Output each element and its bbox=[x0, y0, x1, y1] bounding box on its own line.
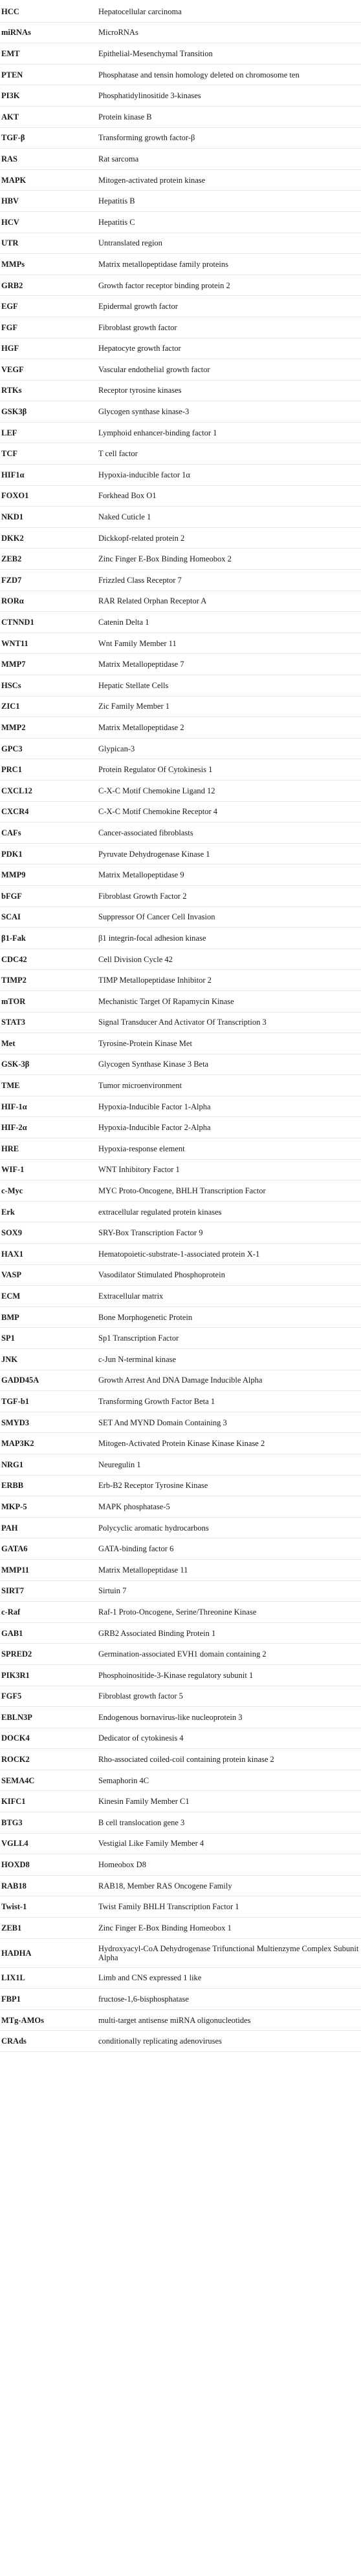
abbreviation-cell: MMP11 bbox=[0, 1559, 97, 1580]
definition-cell: Mechanistic Target Of Rapamycin Kinase bbox=[97, 990, 361, 1012]
abbreviation-cell: EGF bbox=[0, 296, 97, 317]
abbreviation-cell: ERBB bbox=[0, 1475, 97, 1496]
definition-cell: C-X-C Motif Chemokine Receptor 4 bbox=[97, 801, 361, 822]
table-row bbox=[0, 465, 361, 486]
table-row bbox=[0, 1538, 361, 1560]
table-row bbox=[0, 106, 361, 127]
definition-cell: Vestigial Like Family Member 4 bbox=[97, 1833, 361, 1854]
table-row bbox=[0, 1412, 361, 1433]
table-row bbox=[0, 233, 361, 254]
definition-cell: GATA-binding factor 6 bbox=[97, 1538, 361, 1560]
abbreviation-cell: FZD7 bbox=[0, 570, 97, 591]
abbreviation-cell: PDK1 bbox=[0, 843, 97, 864]
table-row bbox=[0, 443, 361, 465]
abbreviation-cell: CXCR4 bbox=[0, 801, 97, 822]
definition-cell: T cell factor bbox=[97, 443, 361, 465]
definition-cell: Bone Morphogenetic Protein bbox=[97, 1306, 361, 1328]
table-row bbox=[0, 127, 361, 149]
table-row bbox=[0, 296, 361, 317]
definition-cell: β1 integrin-focal adhesion kinase bbox=[97, 928, 361, 949]
table-row bbox=[0, 1707, 361, 1728]
table-row bbox=[0, 970, 361, 991]
definition-cell: extracellular regulated protein kinases bbox=[97, 1201, 361, 1222]
definition-cell: Homeobox D8 bbox=[97, 1854, 361, 1876]
definition-cell: B cell translocation gene 3 bbox=[97, 1812, 361, 1834]
table-row bbox=[0, 43, 361, 65]
table-row bbox=[0, 1391, 361, 1412]
definition-cell: Raf-1 Proto-Oncogene, Serine/Threonine Kinase bbox=[97, 1602, 361, 1623]
abbreviation-cell: ZEB1 bbox=[0, 1918, 97, 1939]
abbreviation-cell: SOX9 bbox=[0, 1222, 97, 1244]
table-row bbox=[0, 1875, 361, 1896]
definition-cell: Fibroblast growth factor bbox=[97, 317, 361, 338]
table-row bbox=[0, 1496, 361, 1518]
abbreviation-table bbox=[0, 1, 361, 2052]
table-row bbox=[0, 738, 361, 759]
abbreviation-cell: MMP2 bbox=[0, 717, 97, 738]
abbreviation-cell: AKT bbox=[0, 106, 97, 127]
definition-cell: TIMP Metallopeptidase Inhibitor 2 bbox=[97, 970, 361, 991]
definition-cell: fructose-1,6-bisphosphatase bbox=[97, 1989, 361, 2010]
definition-cell: GRB2 Associated Binding Protein 1 bbox=[97, 1622, 361, 1644]
definition-cell: MicroRNAs bbox=[97, 22, 361, 43]
table-row bbox=[0, 1075, 361, 1096]
table-row bbox=[0, 422, 361, 443]
definition-cell: Matrix Metallopeptidase 9 bbox=[97, 864, 361, 886]
table-row bbox=[0, 801, 361, 822]
abbreviation-cell: GAB1 bbox=[0, 1622, 97, 1644]
table-row bbox=[0, 822, 361, 844]
table-row bbox=[0, 1264, 361, 1286]
definition-cell: Dickkopf-related protein 2 bbox=[97, 527, 361, 549]
abbreviation-cell: TGF-β bbox=[0, 127, 97, 149]
table-row bbox=[0, 1244, 361, 1265]
table-row bbox=[0, 1180, 361, 1202]
definition-cell: Limb and CNS expressed 1 like bbox=[97, 1967, 361, 1989]
definition-cell: Germination-associated EVH1 domain containing 2 bbox=[97, 1644, 361, 1665]
definition-cell: RAR Related Orphan Receptor A bbox=[97, 591, 361, 612]
table-row bbox=[0, 22, 361, 43]
definition-cell: Mitogen-activated protein kinase bbox=[97, 169, 361, 191]
abbreviation-cell: CDC42 bbox=[0, 948, 97, 970]
table-row bbox=[0, 717, 361, 738]
table-row bbox=[0, 1159, 361, 1180]
table-row bbox=[0, 2009, 361, 2031]
table-row bbox=[0, 570, 361, 591]
table-row bbox=[0, 1306, 361, 1328]
definition-cell: Sirtuin 7 bbox=[97, 1580, 361, 1602]
table-row bbox=[0, 1, 361, 22]
abbreviation-cell: ZEB2 bbox=[0, 549, 97, 570]
table-row bbox=[0, 633, 361, 654]
table-row bbox=[0, 1349, 361, 1370]
table-row bbox=[0, 1286, 361, 1307]
definition-cell: Zic Family Member 1 bbox=[97, 696, 361, 717]
definition-cell: Hepatitis B bbox=[97, 191, 361, 212]
table-row bbox=[0, 507, 361, 528]
definition-cell: Transforming Growth Factor Beta 1 bbox=[97, 1391, 361, 1412]
abbreviation-cell: NKD1 bbox=[0, 507, 97, 528]
definition-cell: Wnt Family Member 11 bbox=[97, 633, 361, 654]
definition-cell: Pyruvate Dehydrogenase Kinase 1 bbox=[97, 843, 361, 864]
table-row bbox=[0, 1033, 361, 1054]
definition-cell: Matrix Metallopeptidase 7 bbox=[97, 654, 361, 675]
abbreviation-cell: Met bbox=[0, 1033, 97, 1054]
definition-cell: Catenin Delta 1 bbox=[97, 612, 361, 633]
abbreviation-cell: LEF bbox=[0, 422, 97, 443]
definition-cell: Hepatitis C bbox=[97, 211, 361, 233]
abbreviation-cell: HIF-1α bbox=[0, 1096, 97, 1117]
table-row bbox=[0, 1989, 361, 2010]
table-row bbox=[0, 1622, 361, 1644]
abbreviation-cell: HGF bbox=[0, 338, 97, 359]
definition-cell: Sp1 Transcription Factor bbox=[97, 1328, 361, 1349]
definition-cell: Hypoxia-response element bbox=[97, 1138, 361, 1160]
table-row bbox=[0, 928, 361, 949]
definition-cell: WNT Inhibitory Factor 1 bbox=[97, 1159, 361, 1180]
abbreviation-cell: EMT bbox=[0, 43, 97, 65]
table-row bbox=[0, 549, 361, 570]
table-row bbox=[0, 191, 361, 212]
definition-cell: Forkhead Box O1 bbox=[97, 485, 361, 507]
table-row bbox=[0, 675, 361, 696]
definition-cell: Untranslated region bbox=[97, 233, 361, 254]
table-row bbox=[0, 654, 361, 675]
definition-cell: Naked Cuticle 1 bbox=[97, 507, 361, 528]
abbreviation-cell: STAT3 bbox=[0, 1012, 97, 1033]
abbreviation-cell: GSK3β bbox=[0, 401, 97, 423]
abbreviation-cell: GRB2 bbox=[0, 275, 97, 296]
table-row bbox=[0, 780, 361, 801]
definition-cell: conditionally replicating adenoviruses bbox=[97, 2031, 361, 2052]
table-row bbox=[0, 759, 361, 780]
definition-cell: Signal Transducer And Activator Of Transcription 3 bbox=[97, 1012, 361, 1033]
table-row bbox=[0, 1664, 361, 1686]
definition-cell: MYC Proto-Oncogene, BHLH Transcription Factor bbox=[97, 1180, 361, 1202]
definition-cell: Vascular endothelial growth factor bbox=[97, 359, 361, 381]
abbreviation-cell: VGLL4 bbox=[0, 1833, 97, 1854]
definition-cell: Glycogen synthase kinase-3 bbox=[97, 401, 361, 423]
table-row bbox=[0, 1454, 361, 1475]
table-row bbox=[0, 1222, 361, 1244]
abbreviation-cell: GSK-3β bbox=[0, 1054, 97, 1075]
definition-cell: MAPK phosphatase-5 bbox=[97, 1496, 361, 1518]
table-row bbox=[0, 906, 361, 928]
abbreviation-cell: PRC1 bbox=[0, 759, 97, 780]
definition-cell: Protein kinase B bbox=[97, 106, 361, 127]
abbreviation-cell: GPC3 bbox=[0, 738, 97, 759]
definition-cell: Tyrosine-Protein Kinase Met bbox=[97, 1033, 361, 1054]
definition-cell: Hypoxia-Inducible Factor 2-Alpha bbox=[97, 1117, 361, 1138]
table-row bbox=[0, 1791, 361, 1812]
definition-cell: Dedicator of cytokinesis 4 bbox=[97, 1728, 361, 1749]
table-row bbox=[0, 1201, 361, 1222]
table-row bbox=[0, 864, 361, 886]
definition-cell: Zinc Finger E-Box Binding Homeobox 1 bbox=[97, 1918, 361, 1939]
table-row bbox=[0, 1967, 361, 1989]
definition-cell: Hydroxyacyl-CoA Dehydrogenase Trifunctional Multienzyme Complex Subunit Alpha bbox=[97, 1938, 361, 1967]
table-row bbox=[0, 317, 361, 338]
abbreviation-cell: FGF5 bbox=[0, 1686, 97, 1707]
definition-cell: Kinesin Family Member C1 bbox=[97, 1791, 361, 1812]
abbreviation-cell: c-Myc bbox=[0, 1180, 97, 1202]
abbreviation-cell: PTEN bbox=[0, 64, 97, 85]
abbreviation-cell: MMP9 bbox=[0, 864, 97, 886]
definition-cell: Neuregulin 1 bbox=[97, 1454, 361, 1475]
table-row bbox=[0, 211, 361, 233]
definition-cell: Phosphoinositide-3-Kinase regulatory subunit 1 bbox=[97, 1664, 361, 1686]
definition-cell: Epithelial-Mesenchymal Transition bbox=[97, 43, 361, 65]
table-row bbox=[0, 1686, 361, 1707]
abbreviation-cell: SMYD3 bbox=[0, 1412, 97, 1433]
abbreviation-cell: KIFC1 bbox=[0, 1791, 97, 1812]
abbreviation-cell: HCC bbox=[0, 1, 97, 22]
definition-cell: Transforming growth factor-β bbox=[97, 127, 361, 149]
abbreviation-cell: SIRT7 bbox=[0, 1580, 97, 1602]
abbreviation-cell: miRNAs bbox=[0, 22, 97, 43]
abbreviation-cell: β1-Fak bbox=[0, 928, 97, 949]
table-row bbox=[0, 612, 361, 633]
table-row bbox=[0, 843, 361, 864]
table-row bbox=[0, 359, 361, 381]
abbreviation-cell: BTG3 bbox=[0, 1812, 97, 1834]
definition-cell: Endogenous bornavirus-like nucleoprotein 3 bbox=[97, 1707, 361, 1728]
abbreviation-cell: BMP bbox=[0, 1306, 97, 1328]
definition-cell: Rat sarcoma bbox=[97, 149, 361, 170]
abbreviation-cell: RAS bbox=[0, 149, 97, 170]
abbreviation-cell: CTNND1 bbox=[0, 612, 97, 633]
definition-cell: Glypican-3 bbox=[97, 738, 361, 759]
abbreviation-cell: VASP bbox=[0, 1264, 97, 1286]
table-row bbox=[0, 1896, 361, 1918]
abbreviation-cell: bFGF bbox=[0, 885, 97, 906]
table-row bbox=[0, 948, 361, 970]
definition-cell: Glycogen Synthase Kinase 3 Beta bbox=[97, 1054, 361, 1075]
abbreviation-cell: HAX1 bbox=[0, 1244, 97, 1265]
definition-cell: Matrix Metallopeptidase 11 bbox=[97, 1559, 361, 1580]
definition-cell: Fibroblast growth factor 5 bbox=[97, 1686, 361, 1707]
abbreviation-cell: MTg-AMOs bbox=[0, 2009, 97, 2031]
abbreviation-cell: PI3K bbox=[0, 85, 97, 107]
abbreviation-cell: FGF bbox=[0, 317, 97, 338]
table-row bbox=[0, 1054, 361, 1075]
table-row bbox=[0, 1433, 361, 1454]
table-row bbox=[0, 85, 361, 107]
abbreviation-cell: WNT11 bbox=[0, 633, 97, 654]
definition-cell: Mitogen-Activated Protein Kinase Kinase Kinase 2 bbox=[97, 1433, 361, 1454]
abbreviation-cell: MAP3K2 bbox=[0, 1433, 97, 1454]
definition-cell: Hepatocellular carcinoma bbox=[97, 1, 361, 22]
table-row bbox=[0, 696, 361, 717]
definition-cell: Matrix metallopeptidase family proteins bbox=[97, 254, 361, 275]
table-row bbox=[0, 1918, 361, 1939]
abbreviation-cell: DOCK4 bbox=[0, 1728, 97, 1749]
definition-cell: SET And MYND Domain Containing 3 bbox=[97, 1412, 361, 1433]
abbreviation-cell: SEMA4C bbox=[0, 1770, 97, 1791]
abbreviation-cell: TME bbox=[0, 1075, 97, 1096]
table-row bbox=[0, 1138, 361, 1160]
definition-cell: Zinc Finger E-Box Binding Homeobox 2 bbox=[97, 549, 361, 570]
table-row bbox=[0, 2031, 361, 2052]
definition-cell: Receptor tyrosine kinases bbox=[97, 380, 361, 401]
table-row bbox=[0, 1328, 361, 1349]
definition-cell: Tumor microenvironment bbox=[97, 1075, 361, 1096]
table-row bbox=[0, 485, 361, 507]
definition-cell: Vasodilator Stimulated Phosphoprotein bbox=[97, 1264, 361, 1286]
definition-cell: SRY-Box Transcription Factor 9 bbox=[97, 1222, 361, 1244]
definition-cell: Protein Regulator Of Cytokinesis 1 bbox=[97, 759, 361, 780]
abbreviation-cell: MKP-5 bbox=[0, 1496, 97, 1518]
abbreviation-cell: NRG1 bbox=[0, 1454, 97, 1475]
abbreviation-cell: WIF-1 bbox=[0, 1159, 97, 1180]
abbreviation-cell: HSCs bbox=[0, 675, 97, 696]
definition-cell: Extracellular matrix bbox=[97, 1286, 361, 1307]
table-row bbox=[0, 149, 361, 170]
table-row bbox=[0, 1117, 361, 1138]
definition-cell: Rho-associated coiled-coil containing protein kinase 2 bbox=[97, 1749, 361, 1770]
abbreviation-cell: DKK2 bbox=[0, 527, 97, 549]
abbreviation-cell: VEGF bbox=[0, 359, 97, 381]
table-row bbox=[0, 1559, 361, 1580]
abbreviation-cell: SP1 bbox=[0, 1328, 97, 1349]
abbreviation-cell: HBV bbox=[0, 191, 97, 212]
definition-cell: Semaphorin 4C bbox=[97, 1770, 361, 1791]
definition-cell: Erb-B2 Receptor Tyrosine Kinase bbox=[97, 1475, 361, 1496]
table-row bbox=[0, 591, 361, 612]
abbreviation-cell: CXCL12 bbox=[0, 780, 97, 801]
definition-cell: C-X-C Motif Chemokine Ligand 12 bbox=[97, 780, 361, 801]
table-row bbox=[0, 338, 361, 359]
table-row bbox=[0, 64, 361, 85]
abbreviation-table-body bbox=[0, 1, 361, 2052]
definition-cell: Growth factor receptor binding protein 2 bbox=[97, 275, 361, 296]
definition-cell: Hematopoietic-substrate-1-associated protein X-1 bbox=[97, 1244, 361, 1265]
abbreviation-cell: HCV bbox=[0, 211, 97, 233]
definition-cell: Hypoxia-inducible factor 1α bbox=[97, 465, 361, 486]
abbreviation-cell: GATA6 bbox=[0, 1538, 97, 1560]
table-row bbox=[0, 1517, 361, 1538]
table-row bbox=[0, 1370, 361, 1391]
definition-cell: Growth Arrest And DNA Damage Inducible Alpha bbox=[97, 1370, 361, 1391]
abbreviation-cell: Twist-1 bbox=[0, 1896, 97, 1918]
abbreviation-cell: MMP7 bbox=[0, 654, 97, 675]
abbreviation-cell: Erk bbox=[0, 1201, 97, 1222]
abbreviation-cell: TGF-b1 bbox=[0, 1391, 97, 1412]
abbreviation-cell: FOXO1 bbox=[0, 485, 97, 507]
abbreviation-cell: mTOR bbox=[0, 990, 97, 1012]
abbreviation-cell: CAFs bbox=[0, 822, 97, 844]
table-row bbox=[0, 1475, 361, 1496]
definition-cell: Lymphoid enhancer-binding factor 1 bbox=[97, 422, 361, 443]
abbreviation-cell: HRE bbox=[0, 1138, 97, 1160]
table-row bbox=[0, 1812, 361, 1834]
definition-cell: Cell Division Cycle 42 bbox=[97, 948, 361, 970]
table-row bbox=[0, 275, 361, 296]
abbreviation-cell: TCF bbox=[0, 443, 97, 465]
abbreviation-cell: RTKs bbox=[0, 380, 97, 401]
table-row bbox=[0, 169, 361, 191]
abbreviation-cell: TIMP2 bbox=[0, 970, 97, 991]
abbreviation-cell: HADHA bbox=[0, 1938, 97, 1967]
table-row bbox=[0, 527, 361, 549]
definition-cell: Phosphatase and tensin homology deleted on chromosome ten bbox=[97, 64, 361, 85]
abbreviation-cell: MMPs bbox=[0, 254, 97, 275]
definition-cell: c-Jun N-terminal kinase bbox=[97, 1349, 361, 1370]
definition-cell: Hepatic Stellate Cells bbox=[97, 675, 361, 696]
table-row bbox=[0, 1096, 361, 1117]
definition-cell: Polycyclic aromatic hydrocarbons bbox=[97, 1517, 361, 1538]
table-row bbox=[0, 1728, 361, 1749]
abbreviation-cell: FBP1 bbox=[0, 1989, 97, 2010]
table-row bbox=[0, 1602, 361, 1623]
definition-cell: Suppressor Of Cancer Cell Invasion bbox=[97, 906, 361, 928]
table-row bbox=[0, 1854, 361, 1876]
table-row bbox=[0, 254, 361, 275]
abbreviation-cell: RORα bbox=[0, 591, 97, 612]
abbreviation-cell: RAB18 bbox=[0, 1875, 97, 1896]
definition-cell: Phosphatidylinositide 3-kinases bbox=[97, 85, 361, 107]
abbreviation-cell: ECM bbox=[0, 1286, 97, 1307]
abbreviation-cell: HIF1α bbox=[0, 465, 97, 486]
abbreviation-cell: HIF-2α bbox=[0, 1117, 97, 1138]
table-row bbox=[0, 401, 361, 423]
abbreviation-cell: SCAI bbox=[0, 906, 97, 928]
table-row bbox=[0, 885, 361, 906]
table-row bbox=[0, 1749, 361, 1770]
abbreviation-cell: ROCK2 bbox=[0, 1749, 97, 1770]
table-row bbox=[0, 380, 361, 401]
table-row bbox=[0, 1012, 361, 1033]
table-row bbox=[0, 1770, 361, 1791]
table-row bbox=[0, 1938, 361, 1967]
table-row bbox=[0, 990, 361, 1012]
abbreviation-cell: HOXD8 bbox=[0, 1854, 97, 1876]
table-row bbox=[0, 1833, 361, 1854]
abbreviation-cell: GADD45A bbox=[0, 1370, 97, 1391]
table-row bbox=[0, 1644, 361, 1665]
abbreviation-cell: MAPK bbox=[0, 169, 97, 191]
abbreviation-cell: UTR bbox=[0, 233, 97, 254]
definition-cell: Matrix Metallopeptidase 2 bbox=[97, 717, 361, 738]
definition-cell: Fibroblast Growth Factor 2 bbox=[97, 885, 361, 906]
abbreviation-cell: c-Raf bbox=[0, 1602, 97, 1623]
table-row bbox=[0, 1580, 361, 1602]
definition-cell: multi-target antisense miRNA oligonucleotides bbox=[97, 2009, 361, 2031]
abbreviation-cell: JNK bbox=[0, 1349, 97, 1370]
abbreviation-cell: CRAds bbox=[0, 2031, 97, 2052]
definition-cell: Cancer-associated fibroblasts bbox=[97, 822, 361, 844]
abbreviation-cell: SPRED2 bbox=[0, 1644, 97, 1665]
definition-cell: Epidermal growth factor bbox=[97, 296, 361, 317]
abbreviation-cell: ZIC1 bbox=[0, 696, 97, 717]
abbreviation-cell: EBLN3P bbox=[0, 1707, 97, 1728]
definition-cell: Hypoxia-Inducible Factor 1-Alpha bbox=[97, 1096, 361, 1117]
definition-cell: Hepatocyte growth factor bbox=[97, 338, 361, 359]
abbreviation-cell: PIK3R1 bbox=[0, 1664, 97, 1686]
definition-cell: Frizzled Class Receptor 7 bbox=[97, 570, 361, 591]
abbreviation-cell: PAH bbox=[0, 1517, 97, 1538]
definition-cell: Twist Family BHLH Transcription Factor 1 bbox=[97, 1896, 361, 1918]
definition-cell: RAB18, Member RAS Oncogene Family bbox=[97, 1875, 361, 1896]
abbreviation-cell: LIX1L bbox=[0, 1967, 97, 1989]
